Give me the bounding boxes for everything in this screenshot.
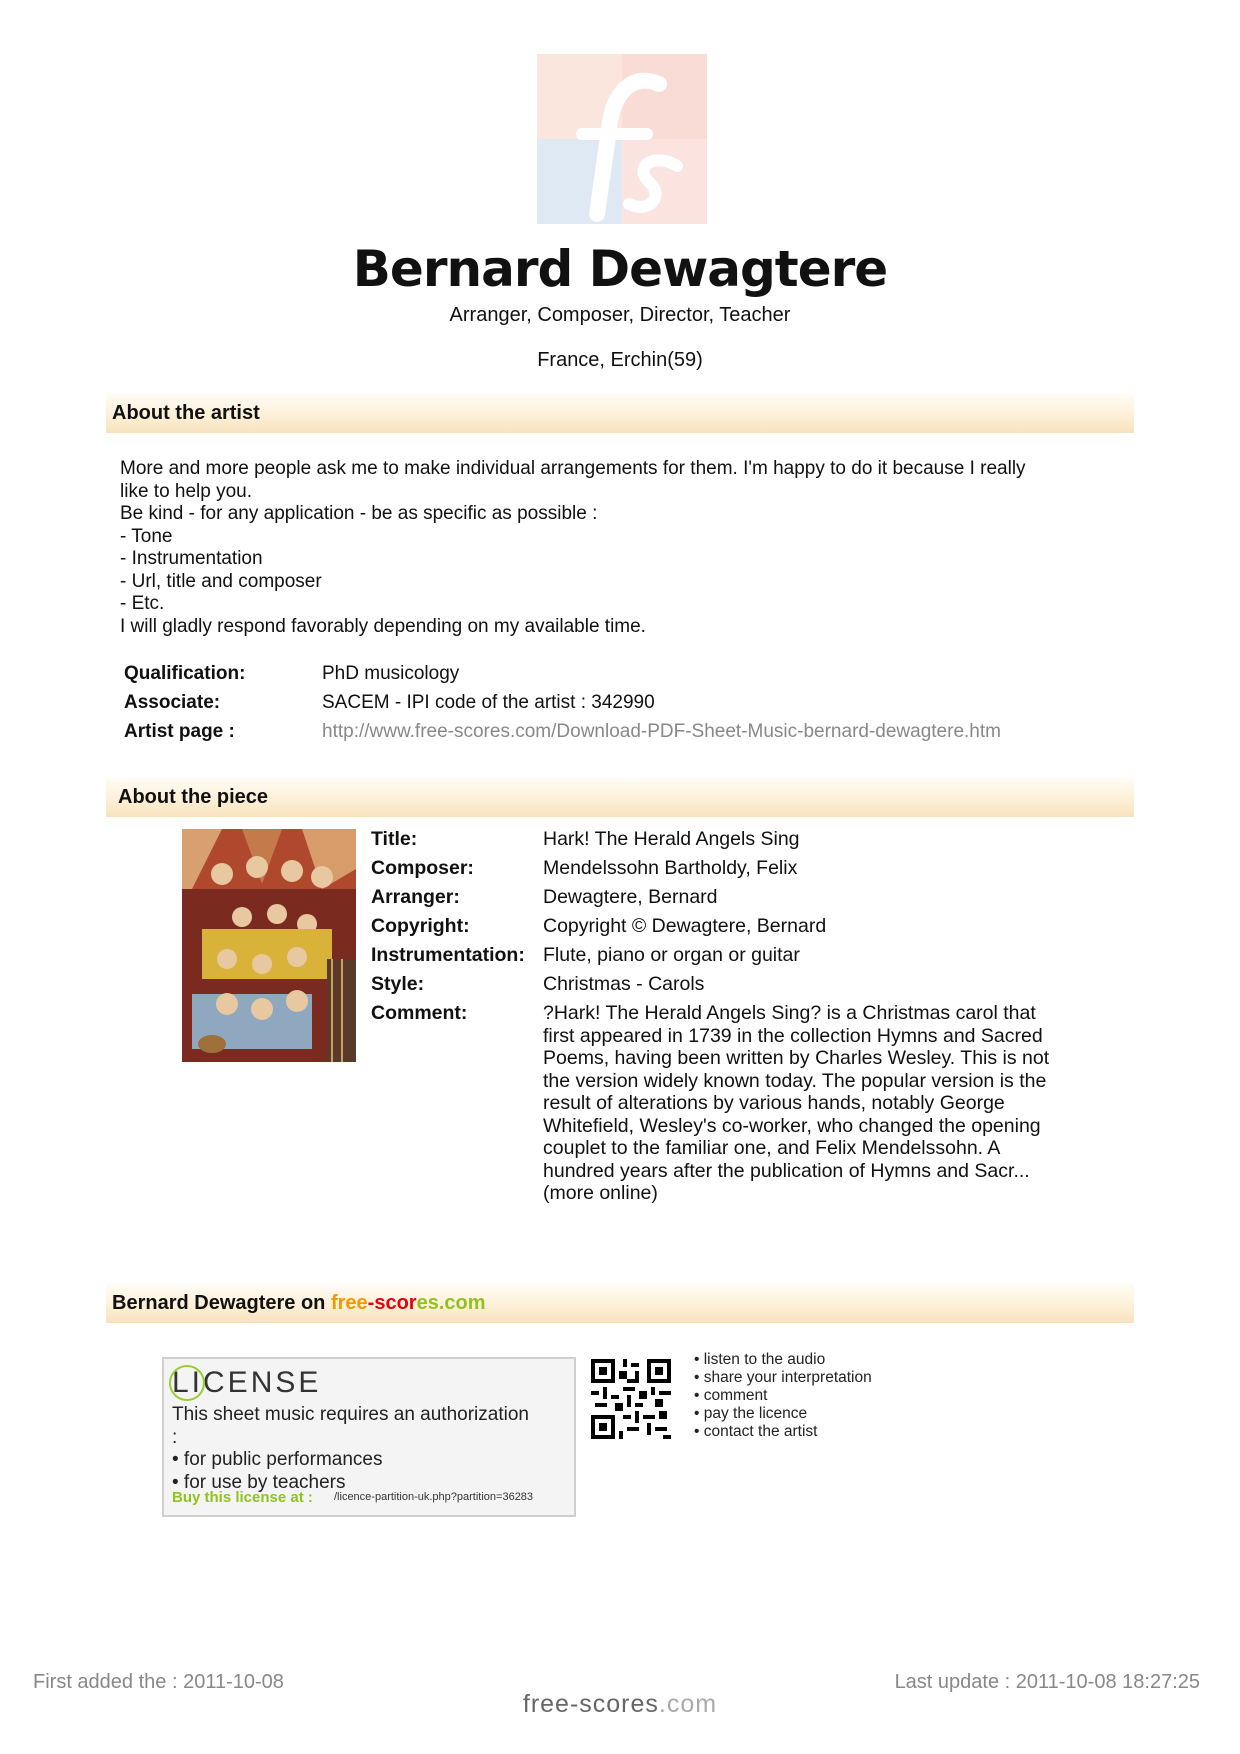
license-bullet: • for public performances: [172, 1449, 383, 1470]
brand-part: free: [330, 1292, 368, 1314]
piece-label: Style:: [371, 973, 425, 995]
footer-logo-tld: .com: [658, 1690, 718, 1718]
bio-line: like to help you.: [120, 480, 253, 502]
piece-row-title: [371, 828, 1063, 857]
piece-label: Comment:: [371, 1002, 468, 1024]
info-label: Associate:: [124, 692, 221, 713]
piece-value: Christmas - Carols: [543, 973, 705, 995]
artist-roles: Arranger, Composer, Director, Teacher: [449, 304, 791, 326]
artist-name: Bernard Dewagtere: [352, 240, 888, 298]
bio-line: - Etc.: [120, 593, 165, 614]
license-bullet: • for use by teachers: [172, 1471, 346, 1493]
bio-line: Be kind - for any application - be as specific as possible :: [120, 503, 598, 524]
info-label: Artist page :: [124, 721, 235, 742]
piece-info-table: [371, 828, 1063, 1205]
qr-code-icon[interactable]: [591, 1359, 671, 1439]
piece-cover-image: [182, 829, 356, 1062]
piece-label: Arranger:: [371, 886, 460, 908]
free-scores-brand[interactable]: [331, 1292, 486, 1314]
piece-value: Flute, piano or organ or guitar: [543, 944, 800, 966]
info-value: SACEM - IPI code of the artist : 342990: [322, 692, 655, 713]
action-share-interpretation[interactable]: • share your interpretation: [694, 1369, 872, 1386]
artist-actions-list: [694, 1351, 872, 1441]
fs-bar-prefix: Bernard Dewagtere on: [112, 1292, 331, 1314]
action-listen-audio[interactable]: • listen to the audio: [694, 1351, 826, 1368]
action-contact-artist[interactable]: • contact the artist: [694, 1423, 818, 1440]
license-line: This sheet music requires an authorization: [172, 1404, 529, 1425]
piece-row-style: [371, 973, 1063, 1002]
action-pay-licence[interactable]: • pay the licence: [694, 1405, 808, 1422]
section-about-artist: About the artist: [106, 393, 1134, 433]
action-comment[interactable]: • comment: [694, 1387, 768, 1404]
bio-line: - Instrumentation: [120, 548, 263, 569]
artist-bio: [120, 458, 1120, 638]
piece-value: Hark! The Herald Angels Sing: [543, 828, 800, 850]
piece-row-instrumentation: [371, 944, 1063, 973]
first-added-date: First added the : 2011-10-08: [33, 1671, 284, 1693]
brand-part: -: [367, 1292, 375, 1314]
license-ring-icon: [169, 1365, 205, 1401]
license-box: [162, 1357, 576, 1517]
footer-free-scores-logo: [0, 1690, 1240, 1719]
info-row-associate: [124, 692, 1001, 721]
footer-logo-main: free-scores: [522, 1690, 659, 1718]
piece-label: Title:: [371, 828, 418, 850]
license-buy-link[interactable]: /licence-partition-uk.php?partition=36283: [334, 1491, 534, 1503]
piece-comment: ?Hark! The Herald Angels Sing? is a Christmas carol that first appeared in 1739 in the collection Hymns and Sacred Poems, having been written by Charles Wesley. This is not the version widely known today. The popular version is the result of alterations by various hands, notably George Whitefield, Wesley's co-worker, who changed the opening couplet to the familiar one, and Felix Mendelssohn. A hundred years after the publication of Hymns and Sacr... (more online): [543, 1002, 1050, 1204]
piece-row-comment: [371, 1002, 1063, 1205]
piece-value: Copyright © Dewagtere, Bernard: [543, 915, 827, 937]
artist-page-link[interactable]: http://www.free-scores.com/Download-PDF-Sheet-Music-bernard-dewagtere.htm: [322, 721, 1001, 742]
bio-line: More and more people ask me to make individual arrangements for them. I'm happy to do it because I really: [120, 458, 1026, 479]
artist-location: France, Erchin(59): [537, 349, 703, 371]
info-label: Qualification:: [124, 663, 246, 684]
piece-row-composer: [371, 857, 1063, 886]
artist-info-table: [124, 663, 1001, 750]
info-row-artist-page: [124, 721, 1001, 750]
license-buy-label: Buy this license at :: [172, 1489, 313, 1506]
info-value: PhD musicology: [322, 663, 460, 684]
piece-row-copyright: [371, 915, 1063, 944]
license-title-text: LICENSE: [172, 1366, 322, 1399]
brand-part: scor: [374, 1292, 417, 1314]
bio-line: - Url, title and composer: [120, 570, 322, 592]
last-update-date: Last update : 2011-10-08 18:27:25: [894, 1671, 1200, 1693]
license-text: [172, 1404, 572, 1494]
piece-value: Mendelssohn Bartholdy, Felix: [543, 857, 798, 879]
info-row-qualification: [124, 663, 1001, 692]
piece-row-arranger: [371, 886, 1063, 915]
piece-label: Instrumentation:: [371, 944, 525, 966]
free-scores-logo: [537, 54, 707, 224]
bio-line: - Tone: [120, 525, 173, 547]
license-title: [172, 1366, 321, 1400]
piece-label: Composer:: [371, 857, 474, 879]
bio-line: I will gladly respond favorably depending on my available time.: [120, 615, 646, 637]
section-about-piece: About the piece: [106, 777, 1134, 817]
piece-value: Dewagtere, Bernard: [543, 886, 718, 908]
brand-part: es.com: [416, 1292, 486, 1314]
license-line: :: [172, 1426, 178, 1448]
section-artist-on-free-scores: [106, 1283, 1134, 1323]
piece-label: Copyright:: [371, 915, 470, 937]
